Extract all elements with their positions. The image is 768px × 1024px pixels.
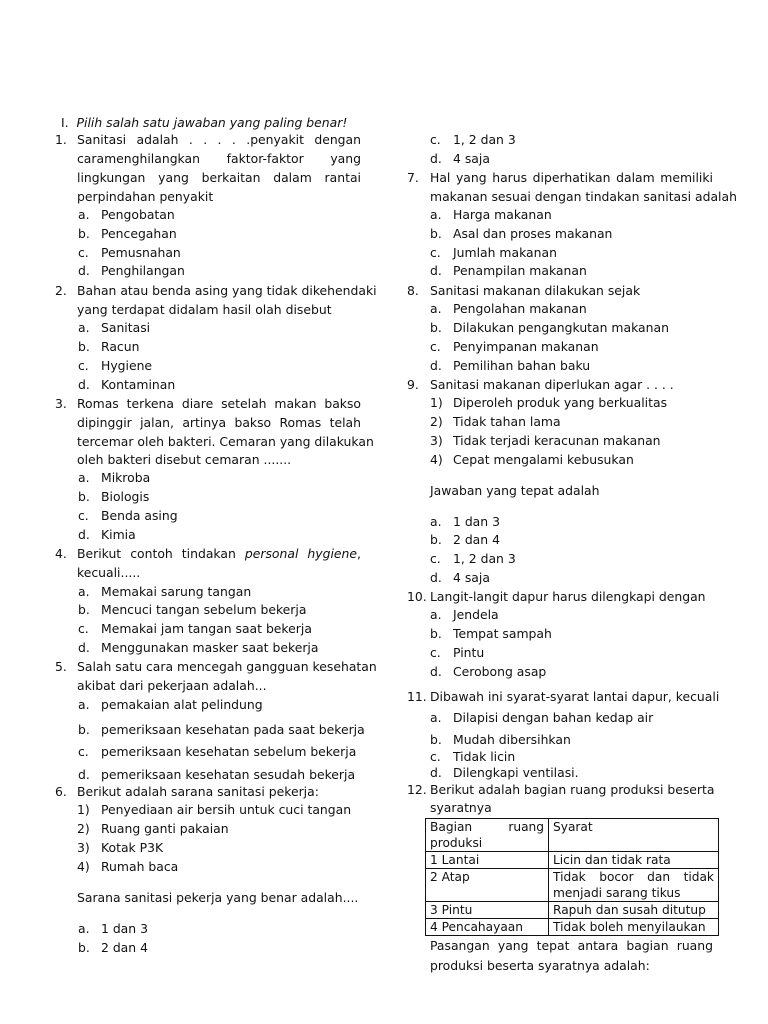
question-number: 3.	[55, 396, 67, 411]
option-text: Pencegahan	[101, 226, 177, 241]
option-text: pemakaian alat pelindung	[101, 697, 263, 712]
option-text: Mikroba	[101, 470, 151, 485]
option-text: Dilakukan pengangkutan makanan	[453, 320, 669, 335]
question-number: 12.	[407, 782, 427, 797]
option-text: 1 dan 3	[453, 514, 500, 529]
item-text: Rumah baca	[101, 859, 179, 874]
option-letter: b.	[78, 722, 90, 737]
option-letter: c.	[78, 621, 89, 636]
option-text: Memakai sarung tangan	[101, 584, 252, 599]
question-text: caramenghilangkan faktor-faktor yang	[77, 151, 361, 166]
option-text: Benda asing	[101, 508, 178, 523]
table-cell: Tidak bocor dan tidak menjadi sarang tikus	[549, 869, 719, 902]
option-letter: b.	[78, 489, 90, 504]
option-letter: c.	[78, 508, 89, 523]
option-letter: a.	[78, 697, 90, 712]
option-letter: a.	[78, 207, 90, 222]
question-number: 8.	[407, 283, 419, 298]
option-text: Asal dan proses makanan	[453, 226, 613, 241]
question-text: Berikut adalah bagian ruang produksi beserta	[430, 782, 715, 797]
item-number: 3)	[77, 840, 90, 855]
option-text: Pemilihan bahan baku	[453, 358, 591, 373]
table-cell: Licin dan tidak rata	[549, 852, 719, 869]
option-text: Pemusnahan	[101, 245, 181, 260]
option-letter: d.	[78, 527, 90, 542]
question-term: personal hygiene	[244, 546, 358, 561]
option-text: 1, 2 dan 3	[453, 132, 516, 147]
question-text: makanan sesuai dengan tindakan sanitasi adalah	[430, 189, 737, 204]
item-text: Kotak P3K	[101, 840, 164, 855]
question-text: akibat dari pekerjaan adalah...	[77, 678, 267, 693]
item-number: 2)	[77, 821, 90, 836]
option-letter: d.	[430, 358, 442, 373]
table-cell: 3 Pintu	[426, 902, 549, 919]
question-number: 6.	[55, 784, 67, 799]
option-text: Pengolahan makanan	[453, 301, 587, 316]
option-text: Harga makanan	[453, 207, 552, 222]
item-text: Tidak terjadi keracunan makanan	[453, 433, 661, 448]
option-text: Penyimpanan makanan	[453, 339, 599, 354]
question-prompt: produksi beserta syaratnya adalah:	[430, 958, 650, 973]
question-text: Salah satu cara mencegah gangguan kesehatan	[77, 659, 377, 674]
question-prompt: Pasangan yang tepat antara bagian ruang	[430, 938, 713, 953]
option-letter: a.	[430, 710, 442, 725]
question-text	[77, 546, 361, 562]
option-letter: a.	[430, 514, 442, 529]
option-letter: b.	[78, 226, 90, 241]
table-cell: 4 Pencahayaan	[426, 919, 549, 936]
option-letter: d.	[78, 767, 90, 782]
table-header-row	[426, 819, 719, 852]
question-text: yang terdapat didalam hasil olah disebut	[77, 302, 332, 317]
option-letter: b.	[78, 602, 90, 617]
option-text: Menggunakan masker saat bekerja	[101, 640, 319, 655]
option-letter: a.	[78, 470, 90, 485]
option-text: Tidak licin	[453, 749, 516, 764]
item-text: Cepat mengalami kebusukan	[453, 452, 634, 467]
question-number: 1.	[55, 132, 67, 147]
option-letter: c.	[430, 132, 441, 147]
question-text-part: Berikut contoh tindakan	[77, 546, 245, 561]
option-text: Pengobatan	[101, 207, 175, 222]
option-text: Memakai jam tangan saat bekerja	[101, 621, 312, 636]
question-prompt: Jawaban yang tepat adalah	[430, 483, 600, 498]
option-text: Mudah dibersihkan	[453, 732, 571, 747]
question-text: Dibawah ini syarat-syarat lantai dapur, kecuali	[430, 689, 720, 704]
table-row	[426, 852, 719, 869]
option-letter: a.	[78, 921, 90, 936]
option-text: 1, 2 dan 3	[453, 551, 516, 566]
question-number: 2.	[55, 283, 67, 298]
table-header-cell: Bagian ruang produksi	[426, 819, 549, 852]
item-number: 4)	[77, 859, 90, 874]
option-text: Sanitasi	[101, 320, 151, 335]
question-text: syaratnya	[430, 800, 492, 815]
option-text: Hygiene	[101, 358, 153, 373]
option-text: Tempat sampah	[453, 626, 552, 641]
option-text: Penampilan makanan	[453, 263, 587, 278]
option-letter: d.	[430, 263, 442, 278]
option-letter: b.	[78, 339, 90, 354]
option-text: 4 saja	[453, 570, 490, 585]
item-number: 2)	[430, 414, 443, 429]
question-text: Langit-langit dapur harus dilengkapi dengan	[430, 589, 706, 604]
table-row	[426, 919, 719, 936]
option-text: Jumlah makanan	[453, 245, 557, 260]
option-text: pemeriksaan kesehatan pada saat bekerja	[101, 722, 365, 737]
item-text: Ruang ganti pakaian	[101, 821, 229, 836]
item-number: 3)	[430, 433, 443, 448]
option-letter: c.	[430, 645, 441, 660]
question-text: perpindahan penyakit	[77, 189, 214, 204]
production-room-table	[425, 818, 719, 936]
question-number: 7.	[407, 170, 419, 185]
option-letter: b.	[78, 940, 90, 955]
item-text: Penyediaan air bersih untuk cuci tangan	[101, 802, 352, 817]
option-letter: a.	[430, 301, 442, 316]
option-letter: c.	[78, 358, 89, 373]
question-text: Sanitasi adalah . . . . .penyakit dengan	[77, 132, 361, 147]
option-text: Kontaminan	[101, 377, 176, 392]
section-instruction: Pilih salah satu jawaban yang paling benar!	[76, 115, 348, 130]
option-letter: a.	[430, 207, 442, 222]
item-number: 4)	[430, 452, 443, 467]
question-number: 11.	[407, 689, 427, 704]
question-number: 9.	[407, 377, 419, 392]
table-cell: Rapuh dan susah ditutup	[549, 902, 719, 919]
option-letter: a.	[78, 320, 90, 335]
question-text: Sanitasi makanan diperlukan agar . . . .	[430, 377, 674, 392]
item-number: 1)	[77, 802, 90, 817]
option-letter: c.	[430, 245, 441, 260]
option-text: Racun	[101, 339, 140, 354]
table-cell: 2 Atap	[426, 869, 549, 902]
option-letter: c.	[78, 744, 89, 759]
option-letter: c.	[430, 551, 441, 566]
question-text: Sanitasi makanan dilakukan sejak	[430, 283, 641, 298]
option-text: Jendela	[453, 607, 499, 622]
table-cell: Tidak boleh menyilaukan	[549, 919, 719, 936]
option-letter: b.	[430, 320, 442, 335]
question-text-part: ,	[357, 546, 361, 561]
option-letter: d.	[78, 377, 90, 392]
option-letter: a.	[430, 607, 442, 622]
question-text: tercemar oleh bakteri. Cemaran yang dilakukan	[77, 434, 374, 449]
option-text: Mencuci tangan sebelum bekerja	[101, 602, 307, 617]
table-row	[426, 902, 719, 919]
table-row	[426, 869, 719, 902]
item-text: Diperoleh produk yang berkualitas	[453, 395, 668, 410]
option-text: pemeriksaan kesehatan sesudah bekerja	[101, 767, 356, 782]
option-letter: b.	[430, 226, 442, 241]
option-text: Cerobong asap	[453, 664, 547, 679]
option-letter: b.	[430, 732, 442, 747]
question-text: oleh bakteri disebut cemaran .......	[77, 452, 292, 467]
question-number: 5.	[55, 659, 67, 674]
option-letter: b.	[430, 626, 442, 641]
question-text: dipinggir jalan, artinya bakso Romas telah	[77, 415, 361, 430]
table-cell: 1 Lantai	[426, 852, 549, 869]
question-number: 10.	[407, 589, 427, 604]
question-text: lingkungan yang berkaitan dalam rantai	[77, 170, 361, 185]
option-letter: d.	[78, 640, 90, 655]
option-letter: d.	[430, 151, 442, 166]
option-letter: b.	[430, 532, 442, 547]
option-letter: c.	[78, 245, 89, 260]
option-text: Penghilangan	[101, 263, 185, 278]
option-text: Kimia	[101, 527, 136, 542]
question-prompt: Sarana sanitasi pekerja yang benar adalah....	[77, 890, 359, 905]
option-text: Pintu	[453, 645, 485, 660]
question-text: Romas terkena diare setelah makan bakso	[77, 396, 361, 411]
option-text: Biologis	[101, 489, 150, 504]
item-text: Tidak tahan lama	[453, 414, 561, 429]
option-letter: d.	[78, 263, 90, 278]
question-number: 4.	[55, 546, 67, 561]
option-text: 2 dan 4	[453, 532, 500, 547]
option-text: 2 dan 4	[101, 940, 148, 955]
table-header-cell: Syarat	[549, 819, 719, 852]
option-text: 4 saja	[453, 151, 490, 166]
option-letter: c.	[430, 749, 441, 764]
option-letter: d.	[430, 570, 442, 585]
item-number: 1)	[430, 395, 443, 410]
question-text: Berikut adalah sarana sanitasi pekerja:	[77, 784, 319, 799]
option-text: pemeriksaan kesehatan sebelum bekerja	[101, 744, 357, 759]
option-text: Dilapisi dengan bahan kedap air	[453, 710, 654, 725]
question-text: kecuali.....	[77, 565, 141, 580]
option-text: Dilengkapi ventilasi.	[453, 765, 579, 780]
option-letter: a.	[78, 584, 90, 599]
question-text: Bahan atau benda asing yang tidak dikehendaki	[77, 283, 377, 298]
section-roman: I.	[61, 115, 69, 130]
section-heading	[61, 115, 347, 131]
option-text: 1 dan 3	[101, 921, 148, 936]
question-text: Hal yang harus diperhatikan dalam memiliki	[430, 170, 713, 185]
option-letter: d.	[430, 664, 442, 679]
option-letter: c.	[430, 339, 441, 354]
option-letter: d.	[430, 765, 442, 780]
